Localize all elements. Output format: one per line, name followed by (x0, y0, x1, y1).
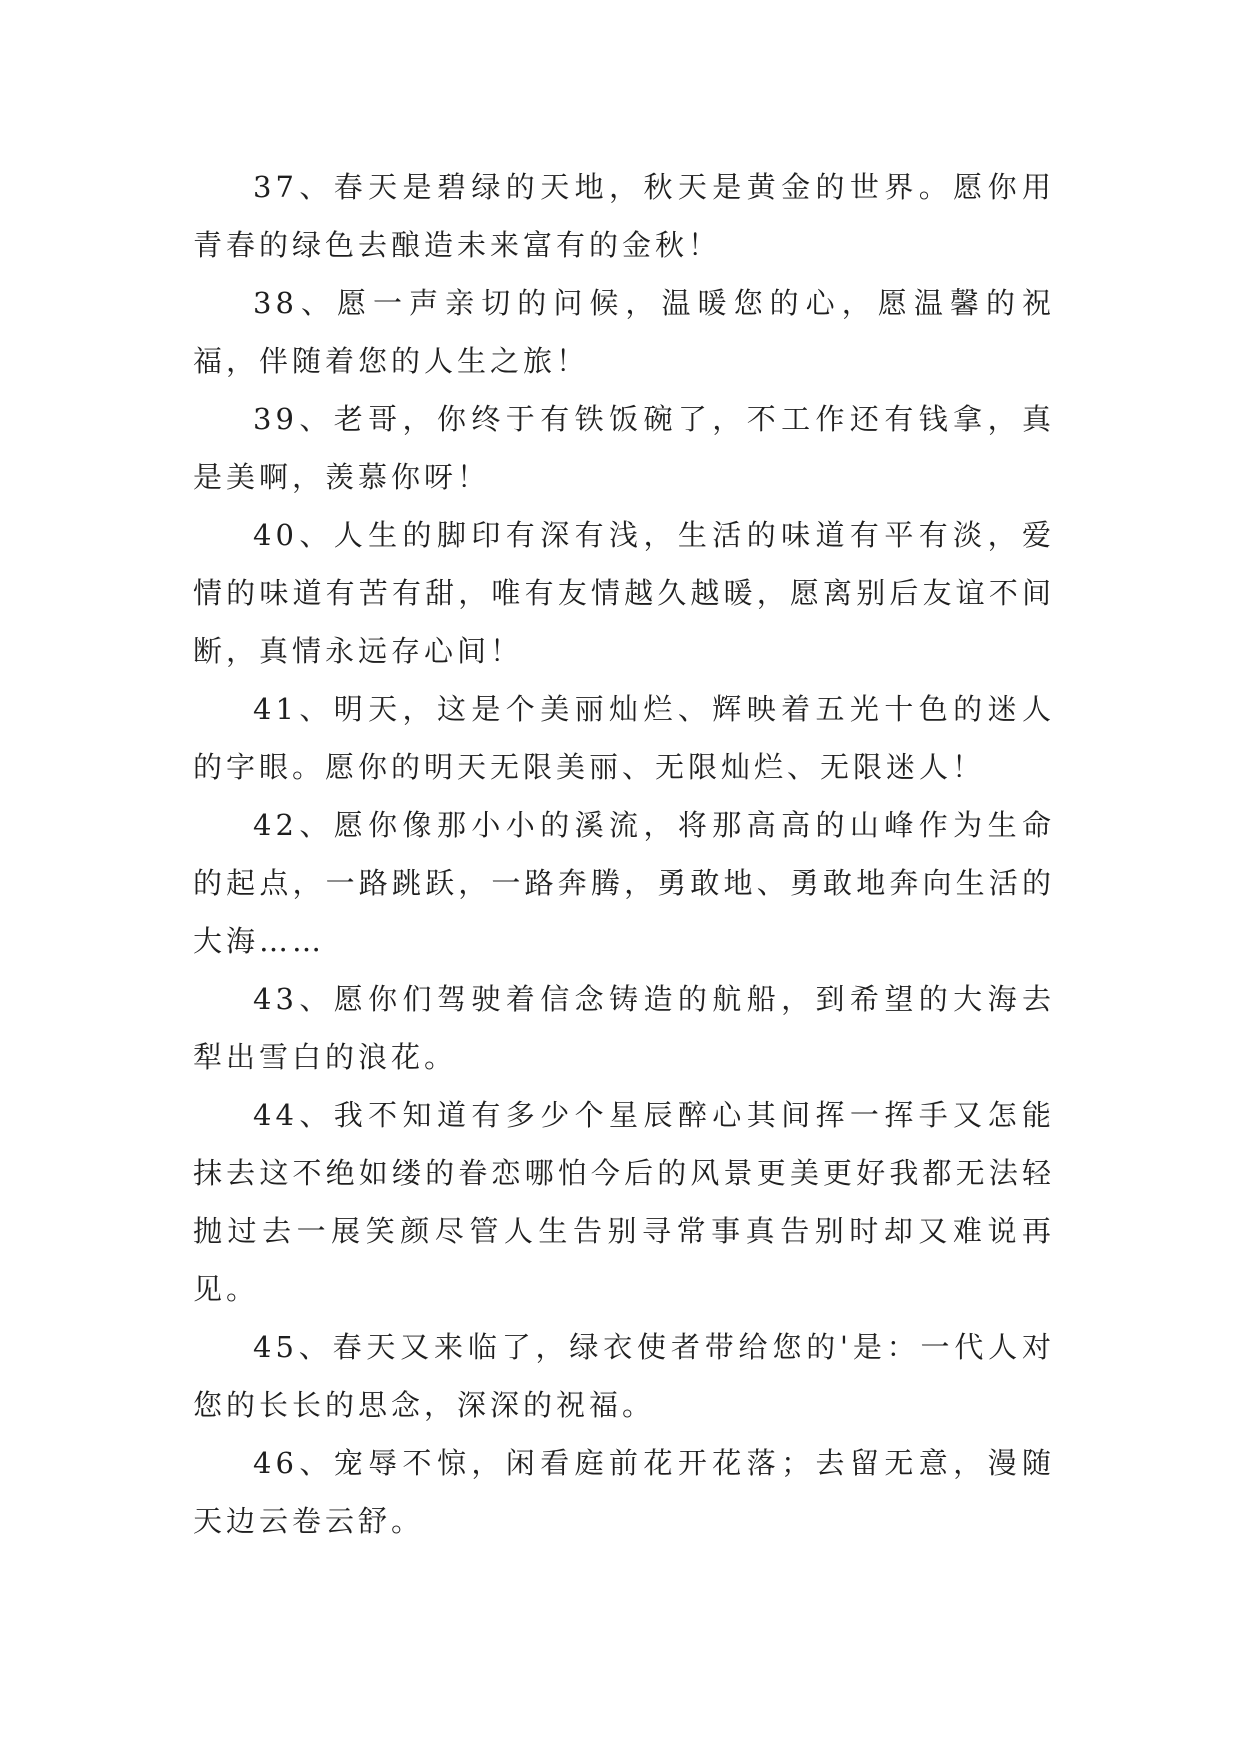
paragraph-42: 42、愿你像那小小的溪流，将那高高的山峰作为生命的起点，一路跳跃，一路奔腾，勇敢地、勇敢地奔向生活的大海…… (193, 808, 1055, 958)
paragraph-43: 43、愿你们驾驶着信念铸造的航船，到希望的大海去犁出雪白的浪花。 (193, 982, 1055, 1074)
paragraph-41: 41、明天，这是个美丽灿烂、辉映着五光十色的迷人的字眼。愿你的明天无限美丽、无限灿烂、无限迷人！ (193, 692, 1055, 784)
paragraph-38: 38、愿一声亲切的问候，温暖您的心，愿温馨的祝福，伴随着您的人生之旅！ (193, 286, 1055, 378)
paragraph-39: 39、老哥，你终于有铁饭碗了，不工作还有钱拿，真是美啊，羡慕你呀！ (193, 402, 1055, 494)
paragraph-37: 37、春天是碧绿的天地，秋天是黄金的世界。愿你用青春的绿色去酿造未来富有的金秋！ (193, 170, 1055, 262)
paragraph-40: 40、人生的脚印有深有浅，生活的味道有平有淡，爱情的味道有苦有甜，唯有友情越久越暖，愿离别后友谊不间断，真情永远存心间！ (193, 518, 1055, 668)
paragraph-45: 45、春天又来临了，绿衣使者带给您的'是：一代人对您的长长的思念，深深的祝福。 (193, 1330, 1055, 1422)
paragraph-44: 44、我不知道有多少个星辰醉心其间挥一挥手又怎能抹去这不绝如缕的眷恋哪怕今后的风景更美更好我都无法轻抛过去一展笑颜尽管人生告别寻常事真告别时却又难说再见。 (193, 1098, 1055, 1306)
document-body (193, 158, 1055, 1550)
paragraph-46: 46、宠辱不惊，闲看庭前花开花落；去留无意，漫随天边云卷云舒。 (193, 1446, 1055, 1538)
